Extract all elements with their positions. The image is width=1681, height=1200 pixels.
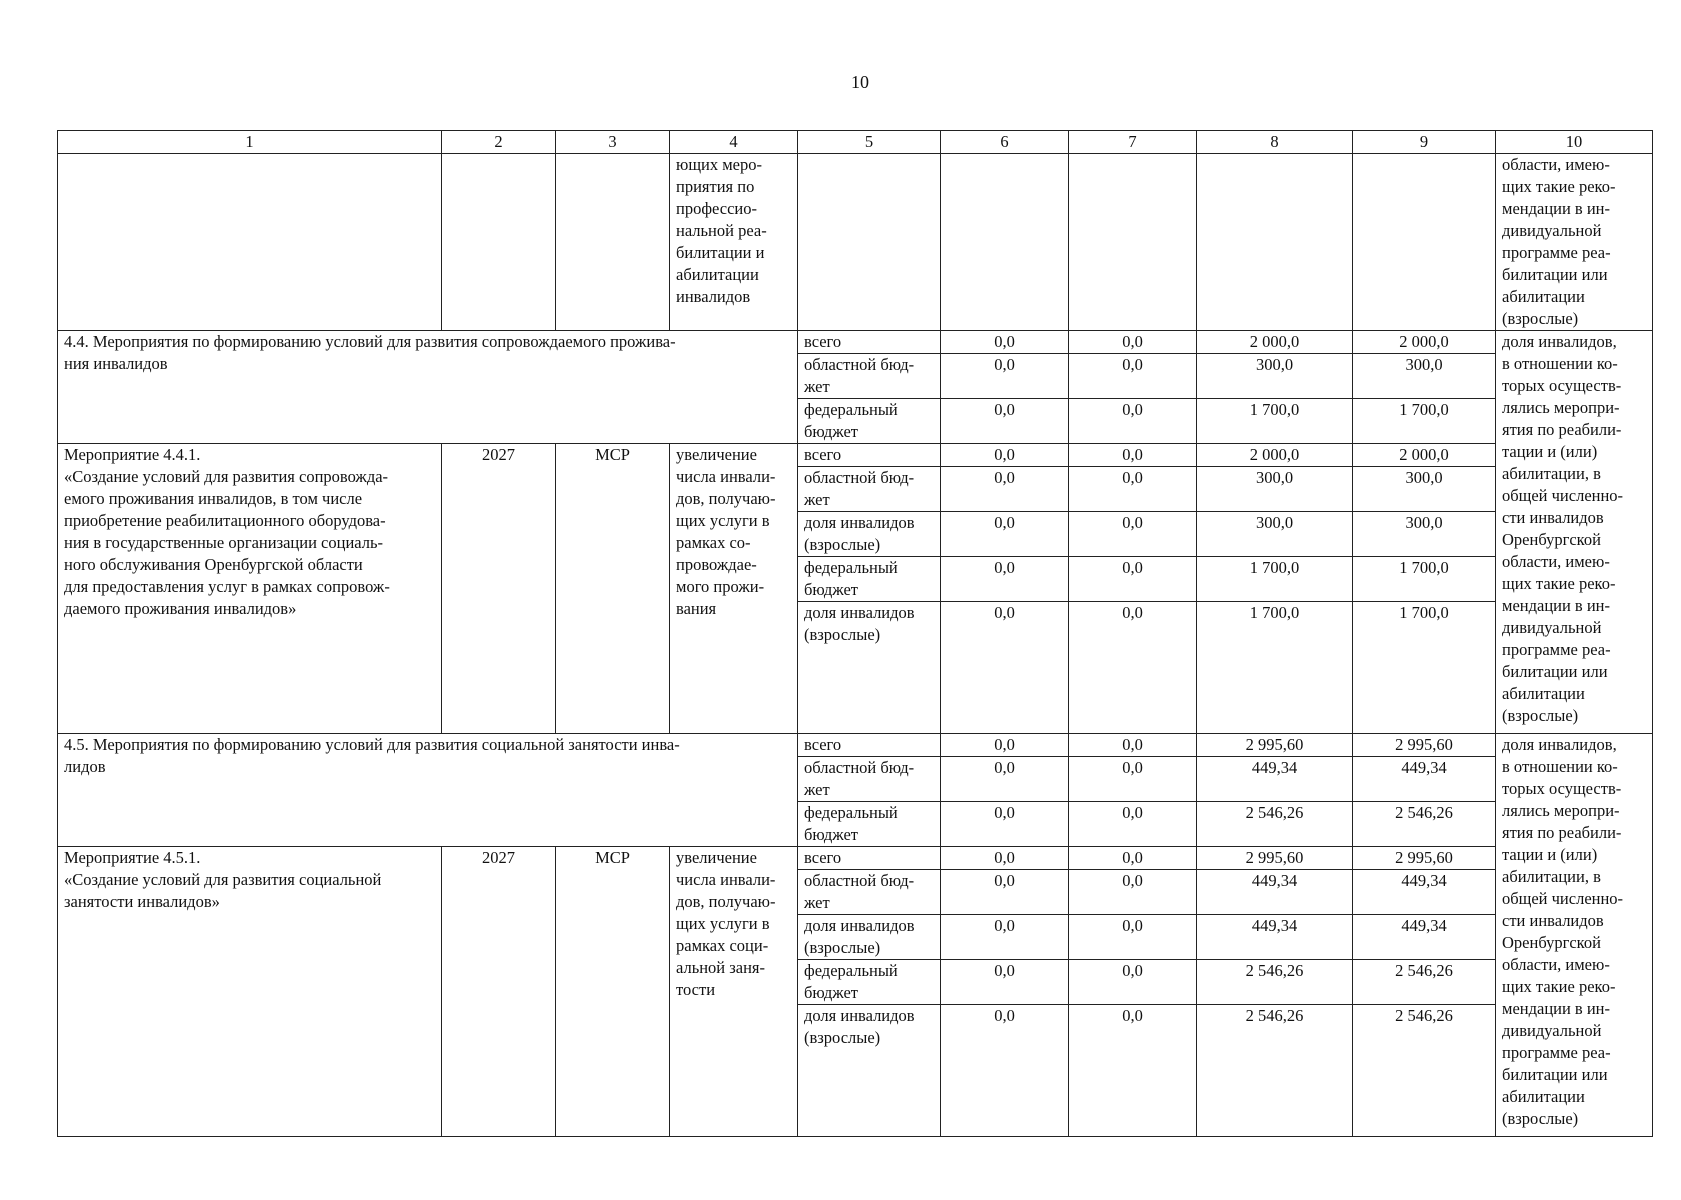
text-line: числа инвали- [676,870,776,889]
value-col8: 300,0 [1197,512,1353,557]
empty-cell [556,154,670,331]
funding-source [798,1005,941,1137]
text-line: 4.5. Мероприятия по формированию условий для развития социальной занятости инва- [64,735,680,754]
value-col8: 1 700,0 [1197,557,1353,602]
value-col6: 0,0 [941,354,1069,399]
value-col7: 0,0 [1069,757,1197,802]
text-line: торых осуществ- [1502,779,1622,798]
program-table [57,130,1653,1137]
value-col8: 300,0 [1197,467,1353,512]
text-line: в отношении ко- [1502,757,1618,776]
value-col9: 1 700,0 [1353,399,1496,444]
text-line: абилитации [1502,287,1585,306]
text-line: всего [804,445,842,464]
text-line: «Создание условий для развития социальной [64,870,382,889]
value-col7: 0,0 [1069,870,1197,915]
text-line: областной бюд- [804,871,915,890]
column-header: 4 [670,131,798,154]
column-header: 8 [1197,131,1353,154]
text-line: доля инвалидов [804,1006,915,1025]
text-line: областной бюд- [804,355,915,374]
text-line: областной бюд- [804,758,915,777]
text-line: Мероприятие 4.5.1. [64,848,201,867]
funding-source [798,757,941,802]
text-line: лидов [64,757,106,776]
funding-source [798,802,941,847]
text-line: ния инвалидов [64,354,168,373]
funding-source [798,557,941,602]
text-line: профессио- [676,199,757,218]
text-line: (взрослые) [804,938,881,957]
text-line: дивидуальной [1502,1021,1602,1040]
text-line: мендации в ин- [1502,999,1610,1018]
value-col6: 0,0 [941,1005,1069,1137]
text-line: абилитации [676,265,759,284]
text-line: билитации и [676,243,765,262]
value-col7: 0,0 [1069,444,1197,467]
text-line: области, имею- [1502,955,1610,974]
text-line: доля инвалидов, [1502,332,1617,351]
value-col8: 300,0 [1197,354,1353,399]
indicator-cell [1496,331,1653,734]
empty-cell [941,154,1069,331]
value-col6: 0,0 [941,960,1069,1005]
value-col6: 0,0 [941,512,1069,557]
value-col9: 300,0 [1353,467,1496,512]
column-header: 5 [798,131,941,154]
funding-source [798,960,941,1005]
value-col9: 2 546,26 [1353,802,1496,847]
measure-row [58,847,1653,870]
page-number: 10 [851,72,869,92]
text-line: абилитации [1502,1087,1585,1106]
value-col7: 0,0 [1069,602,1197,734]
funding-source [798,512,941,557]
text-line: сти инвалидов [1502,508,1604,527]
value-col9: 300,0 [1353,512,1496,557]
empty-cell [1069,154,1197,331]
empty-cell [442,154,556,331]
text-line: в отношении ко- [1502,354,1618,373]
indicator-cell [1496,734,1653,1137]
funding-source [798,847,941,870]
text-line: доля инвалидов [804,513,915,532]
text-line: области, имею- [1502,155,1610,174]
funding-source [798,444,941,467]
measure-row [58,444,1653,467]
text-line: нальной реа- [676,221,767,240]
funding-source [798,915,941,960]
value-col8: 2 995,60 [1197,847,1353,870]
text-line: всего [804,848,842,867]
funding-source [798,399,941,444]
value-col8: 449,34 [1197,757,1353,802]
value-col6: 0,0 [941,331,1069,354]
text-line: программе реа- [1502,640,1611,659]
text-line: области, имею- [1502,552,1610,571]
text-line: (взрослые) [1502,1109,1579,1128]
text-line: приятия по [676,177,755,196]
text-line: занятости инвалидов» [64,892,220,911]
value-col9: 1 700,0 [1353,557,1496,602]
value-col6: 0,0 [941,399,1069,444]
value-col9: 2 995,60 [1353,734,1496,757]
value-col8: 2 546,26 [1197,1005,1353,1137]
text-line: федеральный [804,803,898,822]
text-line: ного обслуживания Оренбургской области [64,555,363,574]
text-line: всего [804,332,842,351]
text-line: увеличение [676,848,757,867]
text-line: лялись меропри- [1502,801,1620,820]
value-col7: 0,0 [1069,512,1197,557]
table-body [58,131,1653,1137]
text-line: дов, получаю- [676,892,776,911]
text-line: ющих меро- [676,155,762,174]
value-col6: 0,0 [941,757,1069,802]
text-line: (взрослые) [804,535,881,554]
text-line: бюджет [804,422,858,441]
value-col7: 0,0 [1069,734,1197,757]
value-col6: 0,0 [941,557,1069,602]
value-col7: 0,0 [1069,915,1197,960]
text-line: билитации или [1502,662,1608,681]
text-line: (взрослые) [804,625,881,644]
column-header: 10 [1496,131,1653,154]
text-line: увеличение [676,445,757,464]
text-line: абилитации [1502,684,1585,703]
text-line: даемого проживания инвалидов» [64,599,297,618]
funding-source [798,331,941,354]
value-col7: 0,0 [1069,467,1197,512]
value-col6: 0,0 [941,734,1069,757]
text-line: щих услуги в [676,511,770,530]
column-header: 7 [1069,131,1197,154]
text-line: альной заня- [676,958,766,977]
result-cell [670,154,798,331]
value-col8: 2 546,26 [1197,960,1353,1005]
text-line: мого прожи- [676,577,765,596]
text-line: жет [804,490,830,509]
text-line: абилитации, в [1502,464,1601,483]
value-col7: 0,0 [1069,331,1197,354]
value-col9: 2 000,0 [1353,444,1496,467]
indicator-cell [1496,154,1653,331]
section-title [58,734,798,847]
empty-cell [1197,154,1353,331]
section-title [58,331,798,444]
column-header: 1 [58,131,442,154]
text-line: мендации в ин- [1502,199,1610,218]
measure-year: 2027 [442,847,556,1137]
text-line: лялись меропри- [1502,398,1620,417]
text-line: рамках соци- [676,936,769,955]
text-line: областной бюд- [804,468,915,487]
value-col6: 0,0 [941,802,1069,847]
measure-executor: МСР [556,847,670,1137]
value-col7: 0,0 [1069,802,1197,847]
value-col6: 0,0 [941,467,1069,512]
text-line: билитации или [1502,265,1608,284]
empty-cell [798,154,941,331]
text-line: дов, получаю- [676,489,776,508]
value-col8: 1 700,0 [1197,399,1353,444]
text-line: абилитации, в [1502,867,1601,886]
text-line: федеральный [804,961,898,980]
text-line: жет [804,377,830,396]
funding-source [798,354,941,399]
header-row [58,131,1653,154]
text-line: (взрослые) [804,1028,881,1047]
text-line: провождае- [676,555,757,574]
text-line: (взрослые) [1502,309,1579,328]
text-line: щих такие реко- [1502,574,1616,593]
text-line: программе реа- [1502,1043,1611,1062]
value-col8: 1 700,0 [1197,602,1353,734]
value-col8: 2 000,0 [1197,444,1353,467]
empty-cell [58,154,442,331]
value-col7: 0,0 [1069,960,1197,1005]
text-line: (взрослые) [1502,706,1579,725]
value-col9: 300,0 [1353,354,1496,399]
text-line: для предоставления услуг в рамках сопровож- [64,577,390,596]
column-header: 9 [1353,131,1496,154]
text-line: «Создание условий для развития сопровожда- [64,467,389,486]
measure-title [58,847,442,1137]
value-col6: 0,0 [941,915,1069,960]
funding-source [798,467,941,512]
value-col9: 2 546,26 [1353,1005,1496,1137]
text-line: торых осуществ- [1502,376,1622,395]
column-header: 6 [941,131,1069,154]
measure-executor: МСР [556,444,670,734]
funding-source [798,870,941,915]
measure-title [58,444,442,734]
text-line: федеральный [804,558,898,577]
measure-result [670,444,798,734]
text-line: доля инвалидов [804,603,915,622]
text-line: приобретение реабилитационного оборудова- [64,511,386,530]
text-line: тости [676,980,716,999]
value-col9: 449,34 [1353,915,1496,960]
text-line: щих такие реко- [1502,977,1616,996]
funding-source [798,734,941,757]
text-line: тации и (или) [1502,442,1598,461]
text-line: мендации в ин- [1502,596,1610,615]
text-line: жет [804,893,830,912]
text-line: всего [804,735,842,754]
text-line: общей численно- [1502,889,1624,908]
text-line: программе реа- [1502,243,1611,262]
text-line: ния в государственные организации социаль- [64,533,384,552]
value-col6: 0,0 [941,444,1069,467]
value-col8: 449,34 [1197,870,1353,915]
text-line: ятия по реабили- [1502,420,1622,439]
empty-cell [1353,154,1496,331]
text-line: числа инвали- [676,467,776,486]
text-line: бюджет [804,825,858,844]
text-line: рамках со- [676,533,751,552]
text-line: доля инвалидов [804,916,915,935]
text-line: дивидуальной [1502,618,1602,637]
continuation-row [58,154,1653,331]
text-line: Оренбургской [1502,530,1601,549]
value-col6: 0,0 [941,870,1069,915]
value-col9: 2 000,0 [1353,331,1496,354]
value-col8: 2 000,0 [1197,331,1353,354]
value-col9: 2 546,26 [1353,960,1496,1005]
text-line: Оренбургской [1502,933,1601,952]
text-line: бюджет [804,580,858,599]
text-line: ятия по реабили- [1502,823,1622,842]
text-line: общей численно- [1502,486,1624,505]
text-line: щих такие реко- [1502,177,1616,196]
value-col7: 0,0 [1069,354,1197,399]
text-line: билитации или [1502,1065,1608,1084]
measure-year: 2027 [442,444,556,734]
text-line: инвалидов [676,287,751,306]
column-header: 3 [556,131,670,154]
text-line: емого проживания инвалидов, в том числе [64,489,363,508]
value-col9: 1 700,0 [1353,602,1496,734]
value-col7: 0,0 [1069,847,1197,870]
text-line: жет [804,780,830,799]
text-line: 4.4. Мероприятия по формированию условий для развития сопровождаемого прожива- [64,332,676,351]
text-line: Мероприятие 4.4.1. [64,445,201,464]
value-col6: 0,0 [941,602,1069,734]
value-col9: 2 995,60 [1353,847,1496,870]
measure-result [670,847,798,1137]
value-col9: 449,34 [1353,870,1496,915]
value-col9: 449,34 [1353,757,1496,802]
value-col6: 0,0 [941,847,1069,870]
funding-source [798,602,941,734]
value-col7: 0,0 [1069,399,1197,444]
text-line: доля инвалидов, [1502,735,1617,754]
section-row [58,734,1653,757]
text-line: бюджет [804,983,858,1002]
value-col7: 0,0 [1069,1005,1197,1137]
value-col8: 2 546,26 [1197,802,1353,847]
section-row [58,331,1653,354]
text-line: сти инвалидов [1502,911,1604,930]
value-col8: 2 995,60 [1197,734,1353,757]
value-col7: 0,0 [1069,557,1197,602]
value-col8: 449,34 [1197,915,1353,960]
text-line: дивидуальной [1502,221,1602,240]
text-line: вания [676,599,717,618]
text-line: федеральный [804,400,898,419]
text-line: тации и (или) [1502,845,1598,864]
text-line: щих услуги в [676,914,770,933]
column-header: 2 [442,131,556,154]
